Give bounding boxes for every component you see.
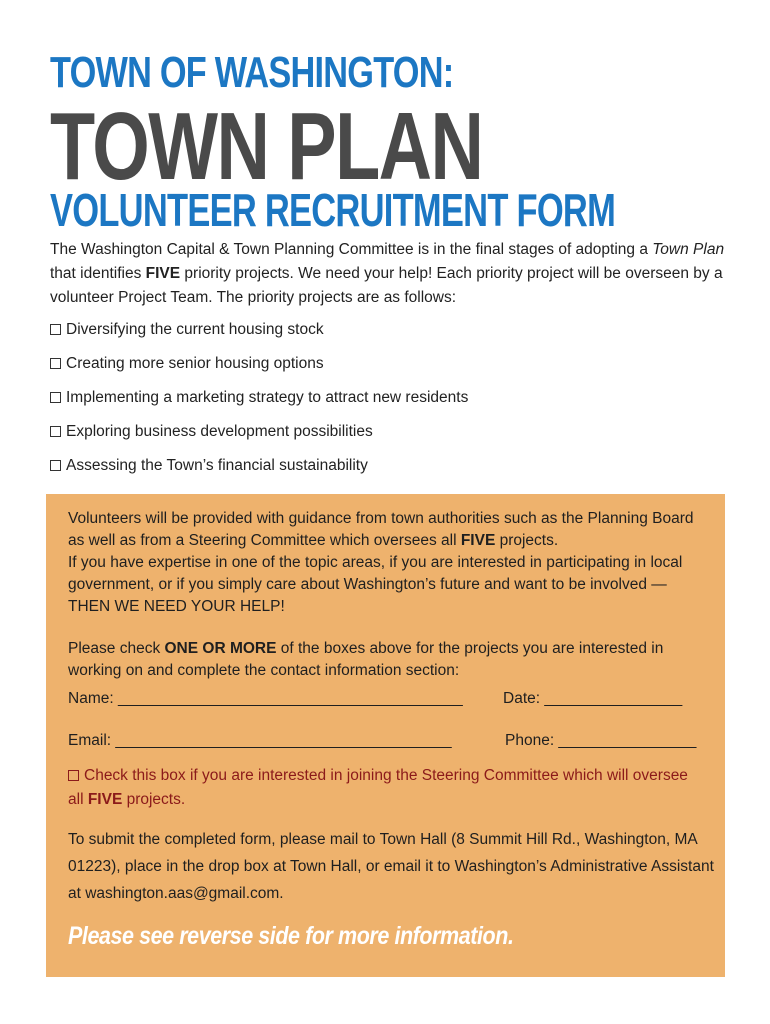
title-volunteer-form: VOLUNTEER RECRUITMENT FORM (50, 184, 616, 236)
guidance-text-b: projects. (495, 532, 559, 549)
project-checkbox[interactable] (50, 324, 61, 335)
info-panel (46, 494, 725, 977)
project-list (50, 318, 730, 488)
intro-text-3: priority projects. We need your help! Each priority project will be overseen by a volunteer Project Team. The priority projects are as follows: (50, 265, 723, 306)
submission-instructions: To submit the completed form, please mail to Town Hall (8 Summit Hill Rd., Washington, MA 01223), place in the drop box at Town Hall, or email it to Washington’s Administrative Assistant at washington.aas@gmail.com. (68, 831, 714, 902)
steering-text-a: Check this box if you are interested in joining the Steering Committee which will oversee all (68, 767, 688, 808)
project-item (50, 352, 730, 386)
intro-town-plan: Town Plan (652, 241, 725, 258)
help-needed-text: If you have expertise in one of the topic areas, if you are interested in participating in local government, or if you simply care about Washington’s future and want to be involved — THEN WE NEED YOUR HELP! (68, 554, 683, 615)
project-label: Diversifying the current housing stock (66, 321, 324, 338)
date-field[interactable]: Date: ________________ (503, 690, 683, 707)
instructions-text-a: Please check (68, 640, 165, 657)
instructions-text (68, 638, 703, 682)
guidance-five: FIVE (460, 532, 496, 549)
project-checkbox[interactable] (50, 426, 61, 437)
project-item (50, 454, 730, 488)
project-checkbox[interactable] (50, 460, 61, 471)
steering-five: FIVE (87, 791, 123, 808)
intro-five: FIVE (145, 265, 181, 282)
steering-checkbox[interactable] (68, 770, 79, 781)
project-label: Exploring business development possibilities (66, 423, 373, 440)
steering-committee-option (68, 764, 688, 812)
project-item (50, 420, 730, 454)
instructions-bold: ONE OR MORE (164, 640, 277, 657)
instructions-text-b: of the boxes above for the projects you are interested in working on and complete the contact information section: (68, 640, 664, 679)
phone-field[interactable]: Phone: ________________ (505, 732, 697, 749)
name-field[interactable]: Name: ________________________________________ (68, 690, 463, 707)
email-field[interactable]: Email: _______________________________________ (68, 732, 452, 749)
title-town-plan: TOWN PLAN (50, 93, 483, 200)
reverse-side-note: Please see reverse side for more information. (68, 922, 514, 950)
project-label: Assessing the Town’s financial sustainability (66, 457, 368, 474)
volunteer-guidance-text (68, 508, 703, 552)
project-label: Creating more senior housing options (66, 355, 324, 372)
intro-text-2: that identifies (50, 265, 146, 282)
project-checkbox[interactable] (50, 392, 61, 403)
intro-paragraph (50, 238, 730, 310)
project-checkbox[interactable] (50, 358, 61, 369)
project-item (50, 318, 730, 352)
intro-text-1: The Washington Capital & Town Planning Committee is in the final stages of adopting a (50, 241, 653, 258)
title-town-of-washington: TOWN OF WASHINGTON: (50, 48, 454, 97)
guidance-text-a: Volunteers will be provided with guidance from town authorities such as the Planning Board as well as from a Steering Committee which oversees all (68, 510, 694, 549)
project-item (50, 386, 730, 420)
steering-text-b: projects. (122, 791, 186, 808)
project-label: Implementing a marketing strategy to attract new residents (66, 389, 469, 406)
